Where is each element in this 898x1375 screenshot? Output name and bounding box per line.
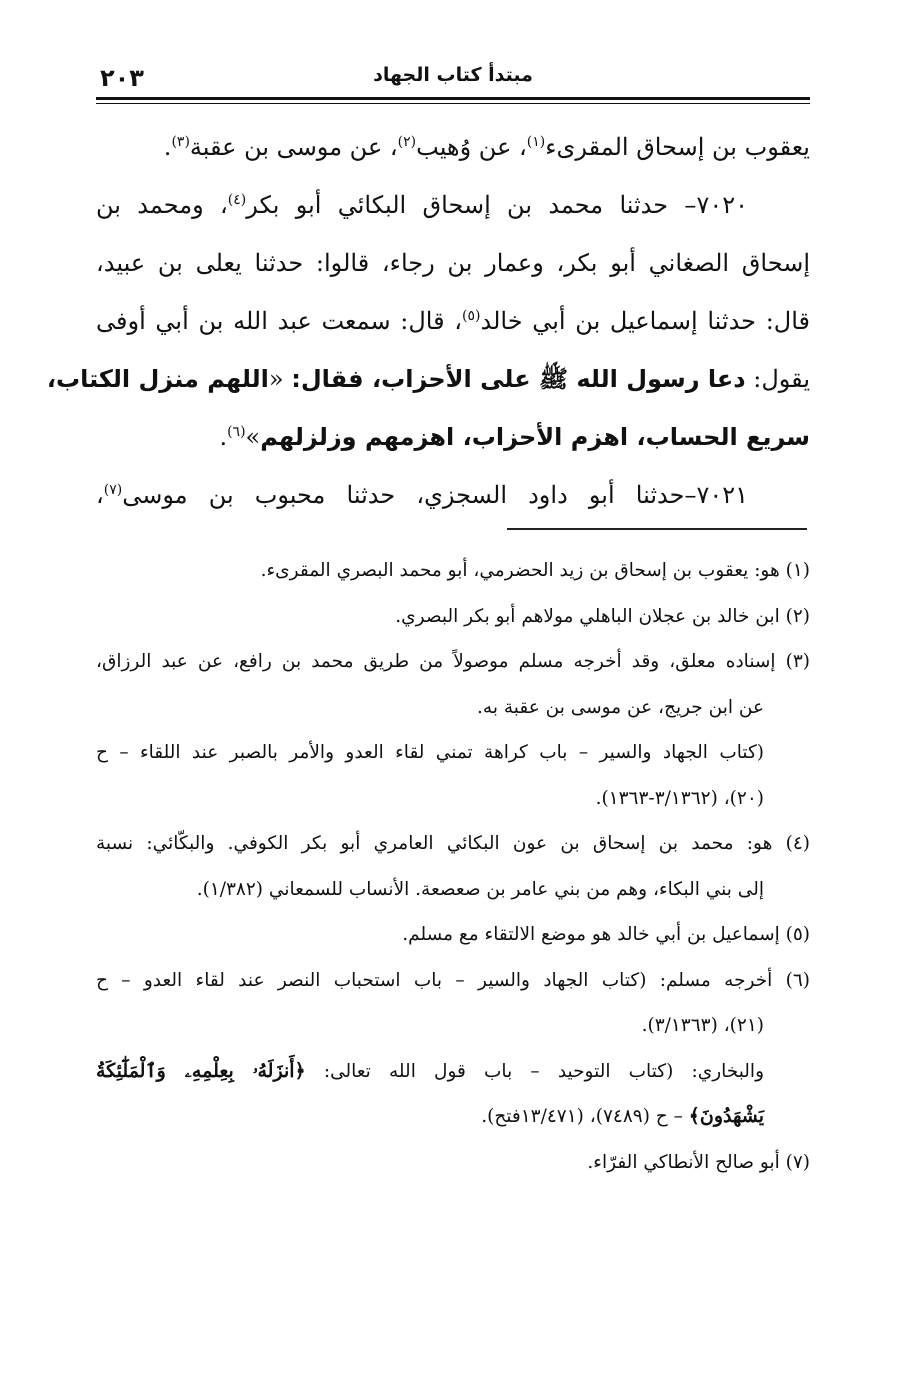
- footnote-6: (٦) أخرجه مسلم: (كتاب الجهاد والسير – باب استحباب النصر عند لقاء العدو – ح: [96, 969, 810, 991]
- footnote-7: (٧) أبو صالح الأنطاكي الفرّاء.: [587, 1151, 810, 1173]
- header-rule: [96, 97, 810, 100]
- text-line: يقول: دعا رسول الله ﷺ على الأحزاب، فقال: «اللهم منزل الكتاب،: [46, 365, 810, 393]
- footnote-3-cont: (كتاب الجهاد والسير – باب كراهة تمني لقاء العدو والأمر بالصبر عند اللقاء – ح: [96, 742, 764, 763]
- footnote-marker: (٥): [462, 308, 481, 324]
- footnote-marker: (٦): [227, 424, 246, 440]
- footnote-marker: (٤): [227, 192, 247, 208]
- footnote-marker: (١): [526, 134, 546, 150]
- footnote-1: (١) هو: يعقوب بن إسحاق بن زيد الحضرمي، أبو محمد البصري المقرىء.: [260, 560, 810, 581]
- footnote-6-bukhari-cont: يَشْهَدُونَ﴾ – ح (٧٤٨٩)، (١٣/٤٧١فتح).: [481, 1105, 764, 1127]
- quran-verse: ﴿أَنزَلَهُۥ بِعِلْمِهِۦ وَٱلْمَلَٰٓئِكَةُ: [96, 1059, 306, 1082]
- hadith-matn: دعا رسول الله ﷺ على الأحزاب، فقال:: [291, 365, 746, 393]
- text-line: سريع الحساب، اهزم الأحزاب، اهزمهم وزلزلهم»$^{(٦)}$.: [219, 423, 810, 451]
- hadith-matn: سريع الحساب، اهزم الأحزاب، اهزمهم وزلزلهم: [260, 423, 810, 451]
- footnote-divider: [507, 528, 807, 530]
- footnotes: [96, 548, 810, 1185]
- footnote-3-cont: عن ابن جريج، عن موسى بن عقبة به.: [477, 696, 764, 718]
- footnote-marker: (٢): [397, 134, 417, 150]
- quran-verse: يَشْهَدُونَ﴾: [688, 1105, 764, 1127]
- footnote-marker: (٧): [103, 482, 123, 498]
- page-header: [96, 62, 810, 96]
- page-number: ٢٠٣: [100, 64, 144, 92]
- hadith-7020-start: ٧٠٢٠– حدثنا محمد بن إسحاق البكائي أبو بكر$^{(٤)}$، ومحمد بن: [96, 191, 748, 219]
- footnote-2: (٢) ابن خالد بن عجلان الباهلي مولاهم أبو بكر البصري.: [395, 605, 810, 627]
- hadith-7021-start: ٧٠٢١–حدثنا أبو داود السجزي، حدثنا محبوب بن موسى$^{(٧)}$،: [96, 481, 748, 509]
- footnote-marker: (٣): [171, 134, 190, 150]
- footnote-3: (٣) إسناده معلق، وقد أخرجه مسلم موصولاً من طريق محمد بن رافع، عن عبد الرزاق،: [96, 651, 810, 672]
- footnote-6-cont: (٢١)، (٣/١٣٦٣).: [641, 1015, 764, 1036]
- hadith-matn: اللهم منزل الكتاب،: [46, 365, 269, 393]
- main-text: [46, 118, 811, 524]
- header-rule-thin: [96, 103, 810, 104]
- footnote-4-cont: إلى بني البكاء، وهم من بني عامر بن صعصعة. الأنساب للسمعاني (١/٣٨٢).: [196, 878, 764, 900]
- footnote-3-cont: (٢٠)، (٣/١٣٦٢-١٣٦٣).: [595, 787, 764, 809]
- footnote-5: (٥) إسماعيل بن أبي خالد هو موضع الالتقاء مع مسلم.: [402, 924, 810, 945]
- text-line: قال: حدثنا إسماعيل بن أبي خالد$^{(٥)}$، قال: سمعت عبد الله بن أبي أوفى: [96, 307, 811, 335]
- text-line: يعقوب بن إسحاق المقرىء$^{(١)}$، عن وُهيب$^{(٢)}$، عن موسى بن عقبة$^{(٣)}$.: [163, 133, 810, 161]
- running-title: مبتدأ كتاب الجهاد: [373, 64, 533, 86]
- footnote-6-bukhari: والبخاري: (كتاب التوحيد – باب قول الله تعالى: ﴿أَنزَلَهُۥ بِعِلْمِهِۦ وَٱلْمَلَٰٓئِكَةُ: [96, 1059, 765, 1082]
- footnote-4: (٤) هو: محمد بن إسحاق بن عون البكائي العامري أبو بكر الكوفي. والبكّائي: نسبة: [96, 833, 810, 854]
- text-line: إسحاق الصغاني أبو بكر، وعمار بن رجاء، قالوا: حدثنا يعلى بن عبيد،: [96, 249, 810, 277]
